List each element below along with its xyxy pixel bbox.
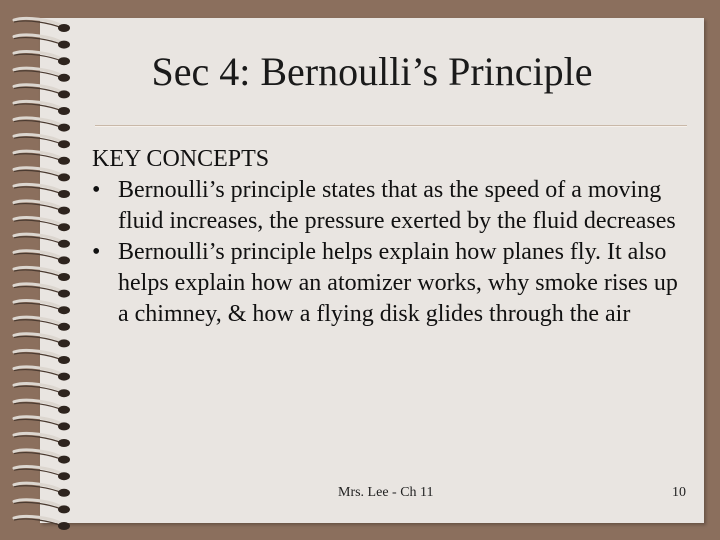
bullet-text: Bernoulli’s principle helps explain how planes fly. It also helps explain how an atomizer works, why smoke rises up a chimney, & how a flying disk glides through the air (118, 239, 678, 327)
page-number: 10 (672, 485, 686, 500)
binding-ring-icon (14, 483, 70, 497)
binding-ring-icon (14, 118, 70, 132)
title-divider (95, 125, 687, 127)
binding-ring-icon (14, 450, 70, 464)
binding-ring-icon (14, 350, 70, 364)
bullet-text: Bernoulli’s principle states that as the speed of a moving fluid increases, the pressure exerted by the fluid decreases (118, 177, 676, 234)
binding-ring-icon (14, 500, 70, 514)
binding-ring-icon (14, 301, 70, 315)
bullet-list (92, 175, 692, 330)
binding-ring-icon (14, 135, 70, 149)
bullet-dot-icon: • (92, 177, 101, 203)
binding-ring-icon (14, 267, 70, 281)
binding-ring-icon (14, 101, 70, 115)
binding-ring-icon (14, 400, 70, 414)
binding-ring-icon (14, 184, 70, 198)
binding-ring-icon (14, 218, 70, 232)
binding-ring-icon (14, 516, 70, 530)
slide-footer: Mrs. Lee - Ch 11 (338, 485, 434, 500)
binding-ring-icon (14, 417, 70, 431)
binding-ring-icon (14, 35, 70, 49)
binding-ring-icon (14, 317, 70, 331)
binding-ring-icon (14, 168, 70, 182)
binding-ring-icon (14, 334, 70, 348)
binding-ring-icon (14, 18, 70, 32)
key-concepts-heading: KEY CONCEPTS (92, 146, 270, 172)
binding-ring-icon (14, 251, 70, 265)
bullet-item (92, 175, 692, 237)
binding-ring-icon (14, 284, 70, 298)
binding-ring-icon (14, 433, 70, 447)
bullet-item (92, 237, 692, 330)
binding-ring-icon (14, 367, 70, 381)
bullet-dot-icon: • (92, 239, 101, 265)
binding-ring-icon (14, 384, 70, 398)
binding-ring-icon (14, 201, 70, 215)
slide-title: Sec 4: Bernoulli’s Principle (151, 49, 593, 94)
binding-ring-icon (14, 151, 70, 165)
binding-ring-icon (14, 467, 70, 481)
binding-ring-icon (14, 234, 70, 248)
slide-body (92, 144, 692, 330)
